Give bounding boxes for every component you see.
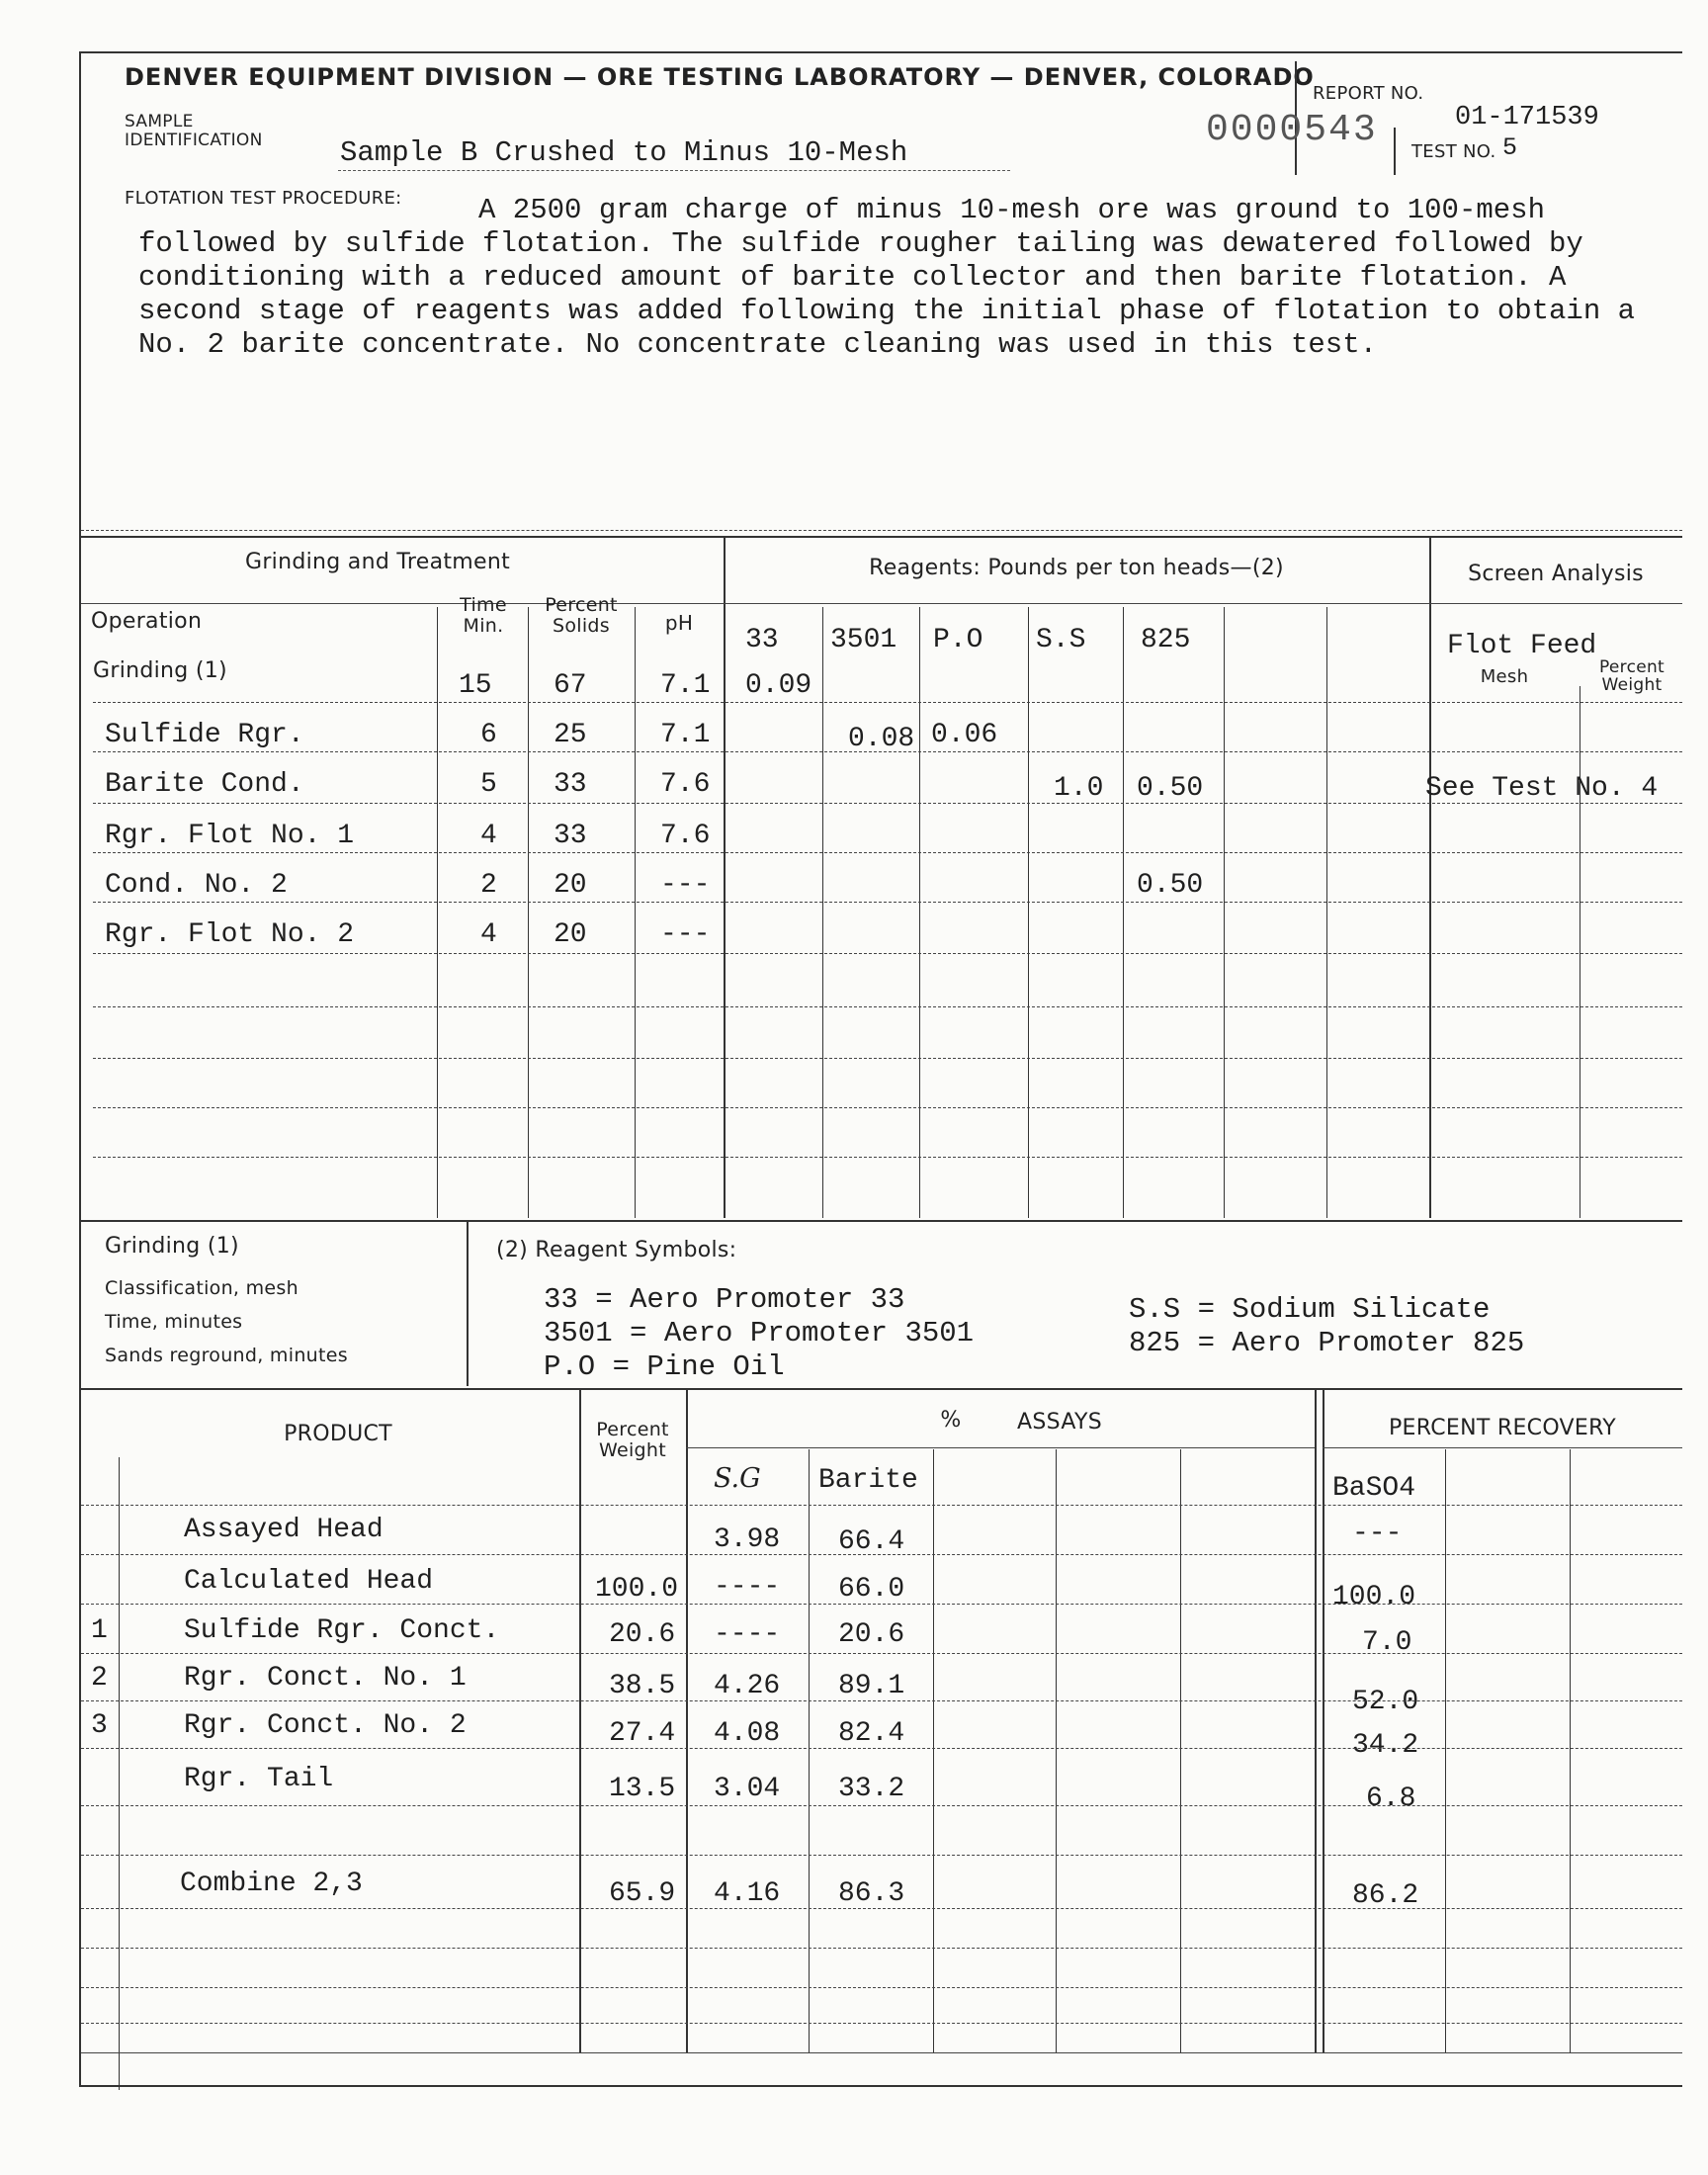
- op-name: Sulfide Rgr.: [105, 720, 304, 750]
- ph-value: ---: [660, 919, 711, 950]
- col-time: Time Min.: [460, 594, 507, 637]
- row-line: [81, 1505, 1682, 1506]
- screen-flot-feed: Flot Feed: [1447, 631, 1597, 661]
- solids-value: 67: [554, 670, 587, 701]
- sample-label-line2: IDENTIFICATION: [125, 130, 263, 150]
- reagent-col-825: 825: [1141, 625, 1191, 655]
- divider-r1: [822, 607, 823, 1218]
- row-line: [93, 702, 1682, 703]
- col-ph: pH: [664, 611, 694, 635]
- sample-label-line1: SAMPLE: [125, 112, 194, 131]
- assays-subrule: [686, 1447, 1315, 1448]
- product-number: 1: [91, 1615, 108, 1646]
- ph-value: ---: [660, 870, 711, 901]
- reagents-title: Reagents: Pounds per ton heads—(2): [869, 556, 1284, 580]
- assays-title: ASSAYS: [1017, 1410, 1102, 1435]
- row-line: [93, 1058, 1682, 1059]
- product-name: Rgr. Conct. No. 2: [184, 1710, 467, 1741]
- divider-rec1: [1445, 1449, 1446, 2052]
- product-name: Rgr. Conct. No. 1: [184, 1663, 467, 1694]
- product-sg: ----: [714, 1572, 781, 1603]
- divider-time: [437, 607, 438, 1218]
- col-sg: S.G: [714, 1463, 761, 1494]
- row-line: [81, 1948, 1682, 1949]
- product-recovery: 34.2: [1352, 1730, 1419, 1761]
- row-line: [81, 1554, 1682, 1555]
- row-line: [93, 751, 1682, 752]
- report-number: 01-171539: [1455, 103, 1599, 132]
- table-top-dash: [81, 530, 1682, 531]
- product-name: Calculated Head: [184, 1566, 434, 1597]
- reagent-symbol-3501: 3501 = Aero Promoter 3501: [544, 1317, 975, 1349]
- test-box: [1394, 128, 1684, 175]
- row-line: [81, 1604, 1682, 1605]
- row-line: [93, 902, 1682, 903]
- product-sg: ----: [714, 1619, 781, 1650]
- serial-stamp: 0000543: [1206, 109, 1378, 151]
- test-report-form: [79, 51, 1682, 2087]
- reagent-symbol-ss: S.S = Sodium Silicate: [1129, 1293, 1491, 1326]
- product-weight: 13.5: [609, 1774, 676, 1804]
- product-number: 3: [91, 1710, 108, 1741]
- divider-r5: [1224, 607, 1225, 1218]
- screen-title: Screen Analysis: [1468, 562, 1644, 586]
- product-barite: 82.4: [838, 1718, 905, 1749]
- sample-underline: [338, 170, 1010, 171]
- product-name: Assayed Head: [184, 1515, 384, 1545]
- product-sg: 3.04: [714, 1774, 781, 1804]
- product-sg: 4.16: [714, 1878, 781, 1909]
- divider-a3: [1056, 1449, 1057, 2052]
- r3501-value: 0.08: [848, 724, 915, 754]
- col-baso4: BaSO4: [1332, 1473, 1416, 1504]
- divider-grinding-reagents: [724, 536, 726, 1218]
- assays-unit: %: [940, 1408, 962, 1433]
- grinding-title: Grinding and Treatment: [244, 550, 511, 574]
- divider-weight-assays: [686, 1388, 688, 2052]
- row-line: [93, 1006, 1682, 1007]
- divider-r6: [1326, 607, 1327, 1218]
- product-number: 2: [91, 1663, 108, 1694]
- product-weight: 65.9: [609, 1878, 676, 1909]
- product-sg: 4.26: [714, 1671, 781, 1701]
- product-recovery: 100.0: [1332, 1582, 1416, 1612]
- solids-value: 25: [554, 720, 587, 750]
- product-weight: 27.4: [609, 1718, 676, 1749]
- row-line: [93, 953, 1682, 954]
- divider-solids: [528, 607, 529, 1218]
- op-name: Barite Cond.: [105, 769, 304, 800]
- divider-ph: [635, 607, 636, 1218]
- divider-assays-recovery-2: [1323, 1388, 1324, 2052]
- recovery-title: PERCENT RECOVERY: [1388, 1416, 1617, 1440]
- notes-divider: [467, 1220, 469, 1386]
- time-value: 4: [480, 821, 497, 851]
- sample-label: [125, 113, 263, 150]
- op-name: Cond. No. 2: [105, 870, 288, 901]
- product-name: Combine 2,3: [180, 1869, 363, 1899]
- divider-sg: [809, 1449, 810, 2052]
- row-line: [81, 1855, 1682, 1856]
- ph-value: 7.1: [660, 720, 711, 750]
- divider-barite: [933, 1449, 934, 2052]
- reagent-col-3501: 3501: [830, 625, 897, 655]
- reagent-col-33: 33: [745, 625, 779, 655]
- recovery-subrule: [1323, 1447, 1682, 1448]
- row-line: [81, 1987, 1682, 1988]
- product-sg: 4.08: [714, 1718, 781, 1749]
- test-number: 5: [1502, 133, 1518, 162]
- col-operation: Operation: [91, 609, 203, 634]
- table-top-rule: [81, 536, 1682, 538]
- reagent-symbols-title: (2) Reagent Symbols:: [496, 1238, 737, 1262]
- reagent-col-ss: S.S: [1036, 625, 1086, 655]
- product-weight: 100.0: [595, 1574, 679, 1605]
- col-product-weight: Percent Weight: [596, 1419, 669, 1461]
- row-line: [93, 1157, 1682, 1158]
- product-barite: 86.3: [838, 1878, 905, 1909]
- row-line: [81, 1805, 1682, 1806]
- row-line: [81, 1908, 1682, 1909]
- notes-grinding-title: Grinding (1): [105, 1234, 239, 1259]
- product-name: Rgr. Tail: [184, 1764, 334, 1794]
- solids-value: 20: [554, 919, 587, 950]
- col-barite: Barite: [818, 1465, 918, 1496]
- ph-value: 7.1: [660, 670, 711, 701]
- op-name: Rgr. Flot No. 1: [105, 821, 355, 851]
- rpo-value: 0.06: [931, 720, 998, 750]
- lab-title: DENVER EQUIPMENT DIVISION — ORE TESTING LABORATORY — DENVER, COLORADO: [125, 63, 1315, 91]
- sample-identification: Sample B Crushed to Minus 10-Mesh: [340, 136, 908, 169]
- time-value: 5: [480, 769, 497, 800]
- time-value: 6: [480, 720, 497, 750]
- product-recovery: 7.0: [1362, 1627, 1412, 1658]
- notes-classification: Classification, mesh: [105, 1277, 299, 1299]
- row-line: [81, 1653, 1682, 1654]
- r825-value: 0.50: [1137, 870, 1204, 901]
- time-value: 15: [459, 670, 492, 701]
- col-product: PRODUCT: [284, 1422, 392, 1446]
- reagent-symbol-33: 33 = Aero Promoter 33: [544, 1283, 905, 1316]
- procedure-label: FLOTATION TEST PROCEDURE:: [125, 188, 402, 209]
- product-weight: 38.5: [609, 1671, 676, 1701]
- row-line: [81, 1748, 1682, 1749]
- row-line: [93, 852, 1682, 853]
- header-rule: [81, 603, 1682, 604]
- solids-value: 20: [554, 870, 587, 901]
- row-line: [81, 2052, 1682, 2053]
- product-recovery: 52.0: [1352, 1687, 1419, 1717]
- divider-reagents-screen: [1429, 536, 1431, 1218]
- divider-rec2: [1570, 1449, 1571, 2052]
- product-barite: 33.2: [838, 1774, 905, 1804]
- time-value: 2: [480, 870, 497, 901]
- notes-sands: Sands reground, minutes: [105, 1345, 348, 1366]
- r825-value: 0.50: [1137, 773, 1204, 804]
- screen-note: See Test No. 4: [1425, 773, 1659, 804]
- row-line: [81, 1700, 1682, 1701]
- notes-time: Time, minutes: [105, 1311, 243, 1333]
- col-mesh: Mesh: [1480, 666, 1529, 687]
- divider-r2: [919, 607, 920, 1218]
- row-line: [93, 1107, 1682, 1108]
- solids-value: 33: [554, 821, 587, 851]
- ph-value: 7.6: [660, 821, 711, 851]
- product-recovery: 86.2: [1352, 1880, 1419, 1911]
- product-barite: 66.4: [838, 1526, 905, 1557]
- divider-r3: [1028, 607, 1029, 1218]
- products-top-rule: [81, 1388, 1682, 1390]
- divider-a4: [1180, 1449, 1181, 2052]
- product-name: Sulfide Rgr. Conct.: [184, 1615, 500, 1646]
- rss-value: 1.0: [1054, 773, 1104, 804]
- product-weight: 20.6: [609, 1619, 676, 1650]
- op-name: Grinding (1): [93, 658, 227, 683]
- product-sg: 3.98: [714, 1524, 781, 1555]
- divider-r4: [1123, 607, 1124, 1218]
- product-recovery: 6.8: [1366, 1784, 1416, 1814]
- solids-value: 33: [554, 769, 587, 800]
- op-name: Rgr. Flot No. 2: [105, 919, 355, 950]
- reagent-symbol-825: 825 = Aero Promoter 825: [1129, 1327, 1525, 1359]
- notes-top-rule: [81, 1220, 1682, 1222]
- reagent-col-po: P.O: [933, 625, 983, 655]
- procedure-text: A 2500 gram charge of minus 10-mesh ore was ground to 100-mesh followed by sulfide flotation. The sulfide rougher tailing was dewatered followed by conditioning with a reduced amount of barite collector and then barite flotation. A second stage of reagents was added following the initial phase of flotation to obtain a No. 2 barite concentrate. No concentrate cleaning was used in this test.: [138, 194, 1636, 361]
- product-barite: 20.6: [838, 1619, 905, 1650]
- row-line: [93, 803, 1682, 804]
- divider-row-num: [119, 1457, 120, 2090]
- r33-value: 0.09: [745, 670, 812, 701]
- product-barite: 66.0: [838, 1574, 905, 1605]
- col-solids: Percent Solids: [545, 594, 618, 637]
- col-percent-weight: Percent Weight: [1598, 657, 1665, 695]
- reagent-symbol-po: P.O = Pine Oil: [544, 1350, 785, 1383]
- row-line: [81, 2023, 1682, 2024]
- divider-assays-recovery: [1315, 1388, 1317, 2052]
- product-recovery: ---: [1352, 1519, 1403, 1549]
- report-label: REPORT NO.: [1313, 83, 1424, 104]
- product-barite: 89.1: [838, 1671, 905, 1701]
- test-label: TEST NO.: [1411, 141, 1496, 162]
- time-value: 4: [480, 919, 497, 950]
- ph-value: 7.6: [660, 769, 711, 800]
- divider-product-weight: [579, 1388, 581, 2052]
